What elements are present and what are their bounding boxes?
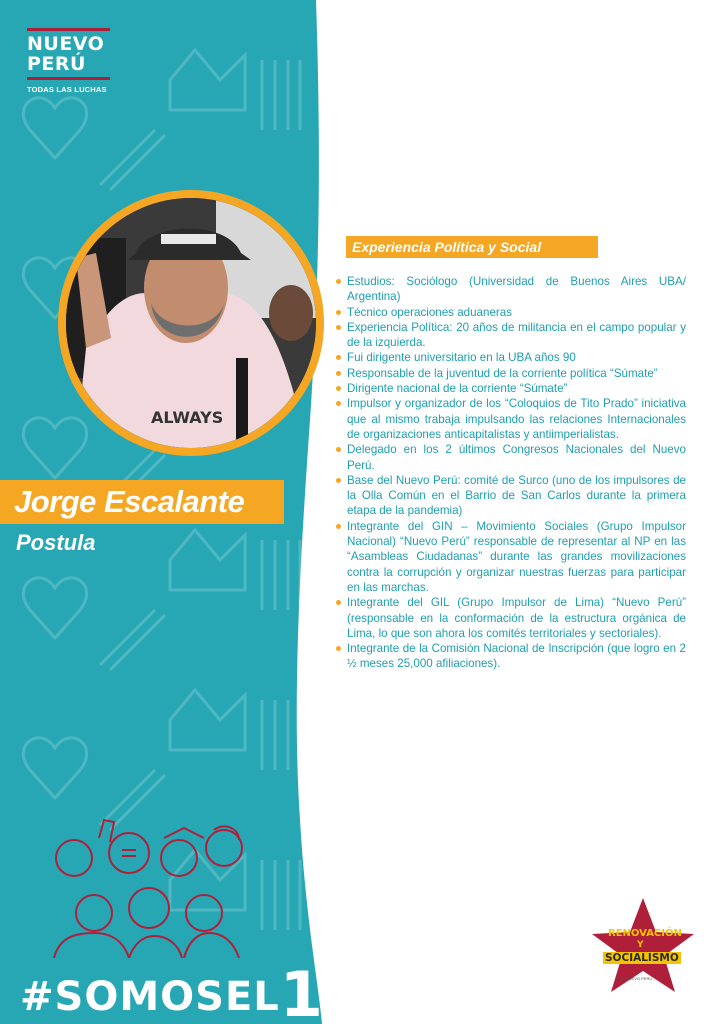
hashtag-text: #SOMOSEL <box>20 974 280 1020</box>
list-item <box>336 305 686 320</box>
photo-illustration <box>66 198 316 448</box>
badge-line2: Y <box>637 940 644 950</box>
experience-list <box>336 274 686 672</box>
logo-tagline: TODAS LAS LUCHAS <box>27 85 107 94</box>
list-item-text: Fui dirigente universitario en la UBA años 90 <box>347 351 576 365</box>
renovacion-socialismo-logo <box>590 898 696 994</box>
list-item <box>336 519 686 595</box>
badge-line1: RENOVACIÓN <box>608 928 682 939</box>
list-item <box>336 442 686 473</box>
bullet-dot-icon <box>336 447 341 452</box>
logo-line1: NUEVO <box>27 33 105 55</box>
list-item-text: Integrante del GIN – Movimiento Sociales (Grupo Impulsor Nacional) “Nuevo Perú” responsable de representar al NP en las “Asambleas Ciudadanas” durante las grandes movilizaciones contra la corrupción y organizar nuestras fuerzas para participar en las marchas. <box>347 519 686 594</box>
hashtag-number: 1 <box>279 958 324 1024</box>
bullet-dot-icon <box>336 646 341 651</box>
logo-line2: PERÚ <box>27 53 86 75</box>
list-item-text: Estudios: Sociólogo (Universidad de Buenos Aires UBA/ Argentina) <box>347 275 686 304</box>
list-item <box>336 350 686 365</box>
bullet-dot-icon <box>336 355 341 360</box>
logo-bar-top <box>27 28 110 31</box>
bullet-dot-icon <box>336 279 341 284</box>
list-item-text: Base del Nuevo Perú: comité de Surco (uno de los impulsores de la Olla Común en el Barrio de San Carlos durante la primera etapa de la pandemia) <box>347 473 686 518</box>
candidate-photo <box>66 198 316 448</box>
candidate-subtitle: Postula <box>16 530 96 555</box>
list-item <box>336 366 686 381</box>
list-item-text: Responsable de la juventud de la corriente política “Súmate” <box>347 366 658 380</box>
list-item-text: Técnico operaciones aduaneras <box>347 305 512 319</box>
section-title: Experiencia Política y Social <box>346 236 598 258</box>
bullet-dot-icon <box>336 401 341 406</box>
list-item <box>336 595 686 641</box>
bullet-dot-icon <box>336 478 341 483</box>
nuevo-peru-logo <box>27 28 117 94</box>
bullet-dot-icon <box>336 600 341 605</box>
badge-small-text: POR NUEVO PERÚ <box>616 976 653 981</box>
list-item <box>336 641 686 672</box>
logo-bar-bottom <box>27 77 110 80</box>
hashtag <box>20 952 324 1024</box>
bullet-dot-icon <box>336 371 341 376</box>
list-item <box>336 381 686 396</box>
list-item <box>336 473 686 519</box>
list-item-text: Integrante de la Comisión Nacional de Inscripción (que logro en 2 ½ meses 25,000 afiliaciones). <box>347 642 686 671</box>
bullet-dot-icon <box>336 310 341 315</box>
crowd-sketch-illustration <box>44 818 254 958</box>
bullet-dot-icon <box>336 524 341 529</box>
svg-text:ALWAYS: ALWAYS <box>151 408 224 427</box>
bullet-dot-icon <box>336 386 341 391</box>
list-item <box>336 320 686 351</box>
candidate-name: Jorge Escalante <box>14 484 245 519</box>
badge-line3: SOCIALISMO <box>605 952 679 964</box>
photo-frame <box>58 190 324 456</box>
list-item-text: Impulsor y organizador de los “Coloquios de Tito Prado” iniciativa que al mismo trabaja impulsando las relaciones Internacionales de organizaciones anticapitalistas y antiimperialistas. <box>347 397 686 441</box>
list-item-text: Experiencia Política: 20 años de militancia en el campo popular y de la izquierda. <box>347 320 686 350</box>
list-item-text: Dirigente nacional de la corriente “Súmate” <box>347 382 568 396</box>
list-item-text: Delegado en los 2 últimos Congresos Nacionales del Nuevo Perú. <box>347 443 686 472</box>
bullet-dot-icon <box>336 325 341 330</box>
list-item-text: Integrante del GIL (Grupo Impulsor de Lima) “Nuevo Perú” (responsable en la conformación de la estructura orgánica de Lima, lo que son ahora los comités territoriales y sectoriales). <box>347 596 686 640</box>
list-item <box>336 396 686 442</box>
list-item <box>336 274 686 305</box>
